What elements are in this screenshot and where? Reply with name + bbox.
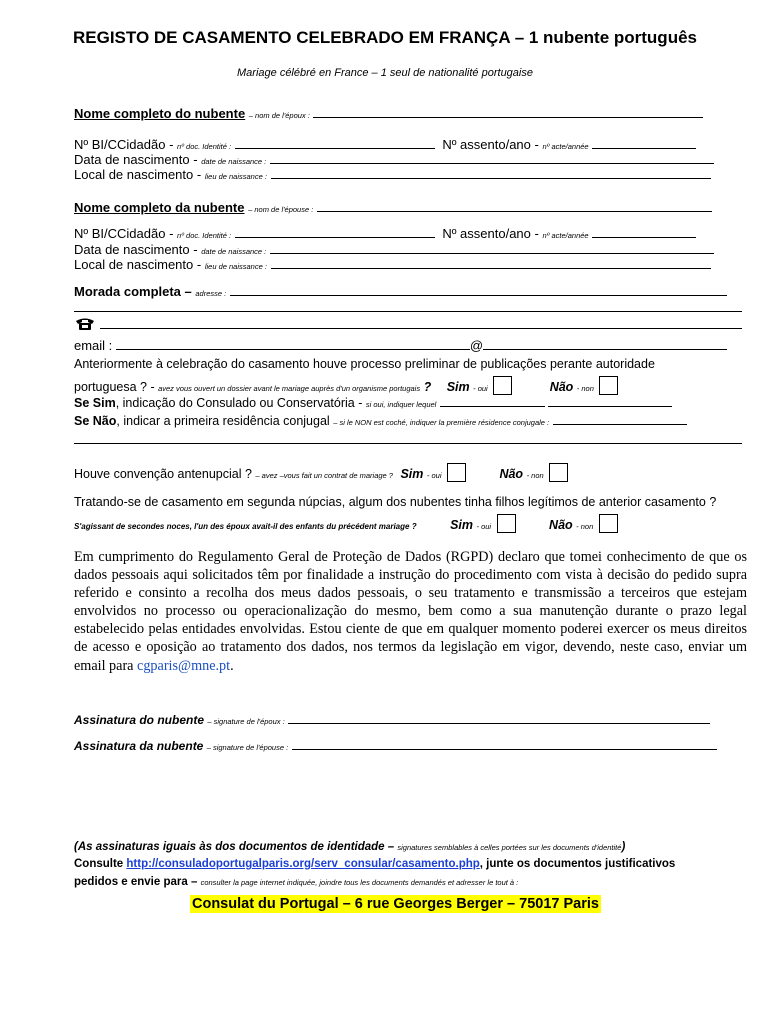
spouse1-assento-label: Nº assento/ano -	[442, 137, 539, 152]
spouse2-name-label: Nome completo da nubente	[74, 200, 245, 215]
q1-nao-label: Não	[549, 380, 574, 394]
spouse2-birthdate-fr: date de naissance :	[201, 247, 267, 256]
email-label: email :	[74, 338, 113, 353]
footer-line1-text: (As assinaturas iguais às dos documentos de identidade –	[74, 841, 395, 853]
spouse1-assento-field[interactable]	[592, 137, 696, 149]
q2-sim-checkbox[interactable]	[447, 463, 466, 482]
q2-row	[74, 463, 568, 482]
spouse1-birthdate-label: Data de nascimento -	[74, 152, 198, 167]
q3-nao-label: Não	[549, 518, 573, 532]
spouse1-bi-row	[74, 137, 696, 152]
gdpr-paragraph	[74, 548, 747, 675]
spouse2-assento-field[interactable]	[592, 226, 696, 238]
spouse1-birthplace-fr: lieu de naissance :	[204, 172, 267, 181]
spouse1-bi-fr: nº doc. Identité :	[177, 142, 232, 151]
spouse1-birthplace-label: Local de nascimento -	[74, 167, 202, 182]
sesim-field-1[interactable]	[440, 396, 545, 407]
spouse2-birthplace-row	[74, 257, 711, 272]
gdpr-text: Em cumprimento do Regulamento Geral de Proteção de Dados (RGPD) declaro que tomei conhecimento de que os dados pessoais aqui solicitados têm por finalidade a instrução do procedimento com vista à decisão do pedido supra referido e consinto a recolha dos meus dados pessoais, o seu tratamento e transmissão a terceiros que estejam envolvidos no processo ou operacionalização do mesmo, bem como a sua manutenção durante o prazo legal estabelecido pelas entidades envolvidas. Estou ciente de que em qualquer momento poderei exercer os meus direitos de acesso e oposição ao tratamento dos dados, nos termos da legislação em vigor, devendo, neste caso, enviar um email para	[74, 549, 747, 674]
gdpr-end: .	[230, 657, 234, 674]
q2-label: Houve convenção antenupcial ?	[74, 467, 252, 481]
footer-line3-fr: consulter la page internet indiquée, joindre tous les documents demandés et adresser le tout à :	[200, 878, 519, 887]
signature-spouse1-fr: – signature de l'époux :	[207, 717, 285, 726]
spouse2-birthdate-label: Data de nascimento -	[74, 242, 198, 257]
senao-bold: Se Não	[74, 414, 117, 428]
spouse2-birthdate-row	[74, 242, 714, 257]
q3-nao-checkbox[interactable]	[599, 514, 618, 533]
footer-line2	[74, 858, 746, 870]
phone-row	[74, 317, 742, 332]
footer-line1	[74, 841, 746, 853]
gdpr-email-link[interactable]: cgparis@mne.pt	[137, 657, 231, 674]
consulate-address: Consulat du Portugal – 6 rue Georges Berger – 75017 Paris	[192, 896, 599, 912]
footer-line1-end: )	[621, 841, 626, 853]
senao-field-line2[interactable]	[74, 443, 742, 445]
q1-nao-fr: - non	[576, 384, 594, 393]
q1-fr: avez vous ouvert un dossier avant le mariage auprès d'un organisme portugais	[158, 384, 421, 393]
senao-field[interactable]	[553, 414, 687, 425]
sesim-row	[74, 396, 672, 410]
q3-sim-fr: - oui	[476, 522, 492, 531]
q1-sim-checkbox[interactable]	[493, 376, 512, 395]
q1-sim-label: Sim	[446, 380, 470, 394]
q2-nao-label: Não	[499, 467, 524, 481]
q2-nao-checkbox[interactable]	[549, 463, 568, 482]
footer-line3	[74, 876, 746, 888]
spouse1-name-label: Nome completo do nubente	[74, 106, 246, 121]
address-row	[74, 284, 727, 299]
email-domain-field[interactable]	[483, 338, 727, 350]
sesim-bold: Se Sim	[74, 396, 116, 410]
senao-fr: – si le NON est coché, indiquer la première résidence conjugale :	[333, 418, 550, 427]
signature-spouse1-row	[74, 713, 710, 727]
spouse1-birthplace-field[interactable]	[271, 167, 711, 179]
address-field[interactable]	[230, 284, 727, 296]
signature-spouse1-field[interactable]	[288, 713, 710, 724]
q1-qmark: ?	[423, 380, 432, 394]
q3-fr: S'agissant de secondes noces, l'un des époux avait-il des enfants du précédent mariage ?	[74, 522, 417, 531]
q3-line2	[74, 514, 618, 533]
footer-line3-text: pedidos e envie para –	[74, 876, 198, 888]
footer-url-link[interactable]: http://consuladoportugalparis.org/serv_consular/casamento.php	[126, 858, 480, 870]
spouse1-birthdate-row	[74, 152, 714, 167]
q1-sim-fr: - oui	[473, 384, 488, 393]
sesim-text: , indicação do Consulado ou Conservatória -	[115, 396, 363, 410]
spouse1-assento-fr: nº acte/année	[542, 142, 589, 151]
address-field-line2[interactable]	[74, 300, 742, 312]
q1-line2	[74, 376, 618, 395]
spouse1-birthdate-fr: date de naissance :	[201, 157, 267, 166]
phone-field[interactable]	[100, 317, 742, 329]
q1-nao-checkbox[interactable]	[599, 376, 618, 395]
signature-spouse2-fr: – signature de l'épouse :	[206, 743, 289, 752]
senao-row	[74, 414, 687, 428]
spouse2-assento-label: Nº assento/ano -	[442, 226, 539, 241]
spouse2-bi-label: Nº BI/CCidadão -	[74, 226, 174, 241]
q1-line2-label: portuguesa ? -	[74, 380, 155, 394]
spouse2-name-row	[74, 200, 712, 215]
sesim-fr: si oui, indiquer lequel	[365, 400, 437, 409]
q1-line1: Anteriormente à celebração do casamento houve processo preliminar de publicações perante autoridade	[74, 357, 655, 371]
spouse1-birthplace-row	[74, 167, 711, 182]
spouse2-bi-row	[74, 226, 696, 241]
signature-spouse2-row	[74, 739, 717, 753]
email-row	[74, 338, 727, 353]
q3-line1: Tratando-se de casamento em segunda núpcias, algum dos nubentes tinha filhos legítimos de anterior casamento ?	[74, 495, 717, 509]
q2-sim-fr: - oui	[426, 471, 442, 480]
signature-spouse2-field[interactable]	[292, 739, 717, 750]
email-user-field[interactable]	[116, 338, 470, 350]
spouse1-name-fr: – nom de l'époux :	[248, 111, 310, 120]
spouse2-birthplace-fr: lieu de naissance :	[204, 262, 267, 271]
spouse2-birthplace-label: Local de nascimento -	[74, 257, 202, 272]
spouse1-name-field[interactable]	[313, 106, 703, 118]
signature-spouse1-label: Assinatura do nubente	[74, 713, 205, 727]
spouse2-birthdate-field[interactable]	[270, 242, 714, 254]
spouse2-assento-fr: nº acte/année	[542, 231, 589, 240]
q2-sim-label: Sim	[400, 467, 424, 481]
spouse2-bi-fr: nº doc. Identité :	[177, 231, 232, 240]
signature-spouse2-label: Assinatura da nubente	[74, 739, 204, 753]
page-subtitle: Mariage célébré en France – 1 seul de nationalité portugaise	[237, 67, 533, 79]
q3-sim-label: Sim	[450, 518, 473, 532]
spouse2-bi-field[interactable]	[235, 226, 435, 238]
senao-text: , indicar a primeira residência conjugal	[116, 414, 330, 428]
email-at: @	[469, 338, 484, 353]
q3-nao-fr: - non	[576, 522, 594, 531]
spouse2-name-field[interactable]	[317, 200, 712, 212]
sesim-field-2[interactable]	[548, 396, 672, 407]
address-label: Morada completa –	[74, 284, 192, 299]
footer-line1-fr: signatures semblables à celles portées sur les documents d'identité	[397, 843, 622, 852]
q2-fr: – avez –vous fait un contrat de mariage ?	[255, 471, 393, 480]
page-title: REGISTO DE CASAMENTO CELEBRADO EM FRANÇA – 1 nubente português	[72, 28, 697, 47]
spouse2-birthplace-field[interactable]	[271, 257, 711, 269]
spouse1-birthdate-field[interactable]	[270, 152, 714, 164]
address-fr: adresse :	[195, 289, 227, 298]
spouse2-name-fr: – nom de l'épouse :	[248, 205, 314, 214]
q3-sim-checkbox[interactable]	[497, 514, 516, 533]
spouse1-bi-field[interactable]	[235, 137, 435, 149]
telephone-icon	[74, 317, 96, 331]
footer-consulte: Consulte	[74, 858, 124, 870]
spouse1-name-row	[74, 106, 703, 121]
q2-nao-fr: - non	[526, 471, 544, 480]
spouse1-bi-label: Nº BI/CCidadão -	[74, 137, 174, 152]
footer-line2-end: , junte os documentos justificativos	[479, 858, 676, 870]
